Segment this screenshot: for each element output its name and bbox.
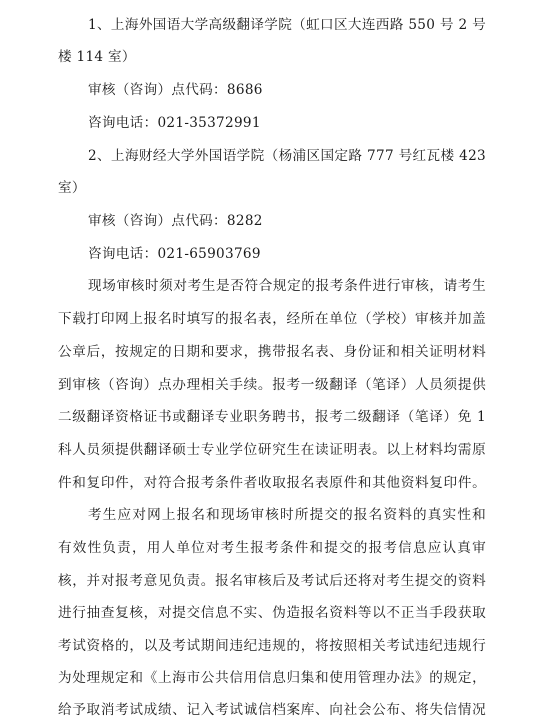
paragraph-1-line-6: 科人员须提供翻译硕士专业学位研究生在读证明表。以上材料均需原 (58, 442, 486, 458)
venue-2-address-line-1: 2、上海财经大学外国语学院（杨浦区国定路 777 号红瓦楼 423 (88, 148, 486, 164)
venue-1-address-line-1: 1、上海外国语大学高级翻译学院（虹口区大连西路 550 号 2 号 (88, 17, 486, 33)
venue-2-address-line-2: 室） (58, 180, 86, 196)
paragraph-1-line-1: 现场审核时须对考生是否符合规定的报考条件进行审核，请考生 (88, 278, 486, 294)
paragraph-1-line-2: 下载打印网上报名时填写的报名表，经所在单位（学校）审核并加盖 (58, 311, 486, 327)
paragraph-1-line-5: 二级翻译资格证书或翻译专业职务聘书，报考二级翻译（笔译）免 1 (58, 409, 486, 425)
venue-1-code: 审核（咨询）点代码：8686 (88, 82, 263, 98)
paragraph-2-line-4: 进行抽查复核，对提交信息不实、伪造报名资料等以不正当手段获取 (58, 605, 486, 621)
paragraph-1-line-3: 公章后，按规定的日期和要求，携带报名表、身份证和相关证明材料 (58, 344, 486, 360)
venue-1-phone: 咨询电话：021-35372991 (88, 115, 261, 131)
venue-2-phone: 咨询电话：021-65903769 (88, 246, 261, 262)
paragraph-2-line-7: 给予取消考试成绩、记入考试诚信档案库、向社会公布、将失信情况 (58, 702, 486, 718)
paragraph-2-line-3: 核，并对报考意见负责。报名审核后及考试后还将对考生提交的资料 (58, 573, 486, 589)
paragraph-2-line-1: 考生应对网上报名和现场审核时所提交的报名资料的真实性和 (88, 507, 486, 523)
paragraph-1-line-7: 件和复印件，对符合报考条件者收取报名表原件和其他资料复印件。 (58, 475, 486, 491)
paragraph-2-line-5: 考试资格的，以及考试期间违纪违规的，将按照相关考试违纪违规行 (58, 638, 486, 654)
venue-2-code: 审核（咨询）点代码：8282 (88, 213, 263, 229)
paragraph-1-line-4: 到审核（咨询）点办理相关手续。报考一级翻译（笔译）人员须提供 (58, 377, 486, 393)
paragraph-2-line-6: 为处理规定和《上海市公共信用信息归集和使用管理办法》的规定， (58, 670, 486, 686)
venue-1-address-line-2: 楼 114 室） (58, 49, 136, 65)
paragraph-2-line-2: 有效性负责，用人单位对考生报考条件和提交的报考信息应认真审 (58, 540, 486, 556)
